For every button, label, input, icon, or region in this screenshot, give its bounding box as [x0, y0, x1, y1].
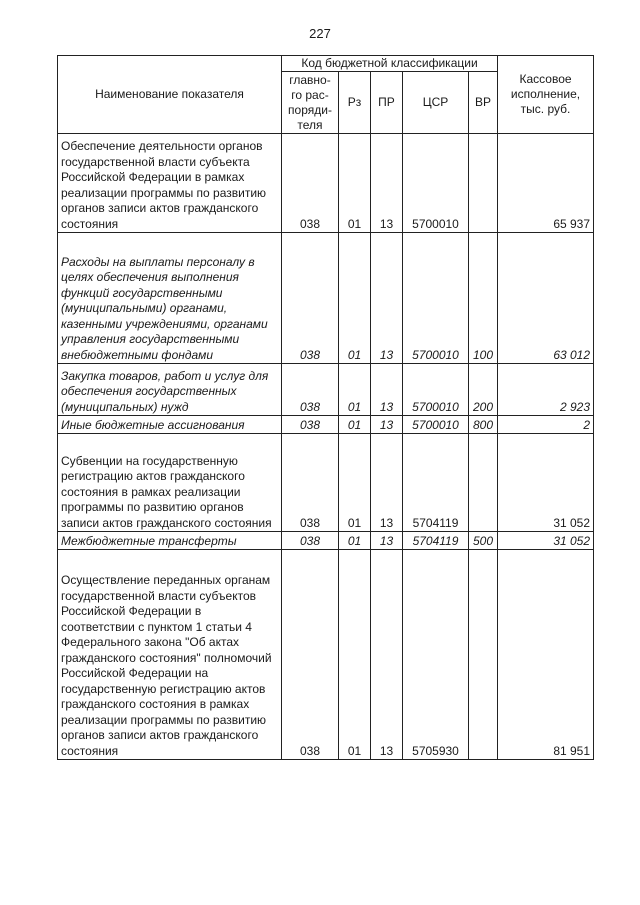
header-csr: ЦСР [403, 72, 469, 134]
row-name: Закупка товаров, работ и услуг для обеспечения государственных (муниципальных) нужд [58, 364, 282, 416]
row-amount: 2 923 [498, 364, 594, 416]
row-name: Субвенции на государственную регистрацию актов гражданского состояния в рамках реализации программы по развитию органов записи актов гражданского состояния [58, 434, 282, 532]
row-name: Обеспечение деятельности органов государственной власти субъекта Российской Федерации в рамках реализации программы по развитию органов записи актов гражданского состояния [58, 134, 282, 233]
row-vr: 500 [469, 532, 498, 550]
header-name: Наименование показателя [58, 56, 282, 134]
row-csr: 5704119 [403, 434, 469, 532]
row-gr: 038 [282, 434, 339, 532]
table-row [58, 532, 594, 550]
row-amount: 31 052 [498, 434, 594, 532]
row-amount: 31 052 [498, 532, 594, 550]
row-pr: 13 [371, 550, 403, 760]
header-pr: ПР [371, 72, 403, 134]
row-csr: 5700010 [403, 134, 469, 233]
table-row [58, 134, 594, 233]
row-rz: 01 [339, 550, 371, 760]
row-name: Осуществление переданных органам государственной власти субъектов Российской Федерации в соответствии с пунктом 1 статьи 4 Федерального закона "Об актах гражданского состояния" полномочий Российской Федерации на государственную регистрацию актов гражданского состояния в рамках реализации программы по развитию органов записи актов гражданского состояния [58, 550, 282, 760]
row-amount: 81 951 [498, 550, 594, 760]
row-vr: 800 [469, 416, 498, 434]
row-rz: 01 [339, 364, 371, 416]
header-amount: Кассовое исполнение, тыс. руб. [498, 56, 594, 134]
row-gr: 038 [282, 532, 339, 550]
row-vr: 200 [469, 364, 498, 416]
row-vr [469, 434, 498, 532]
header-main-manager: главно-го рас-поряди-теля [282, 72, 339, 134]
row-pr: 13 [371, 416, 403, 434]
row-amount: 65 937 [498, 134, 594, 233]
row-name: Расходы на выплаты персоналу в целях обеспечения выполнения функций государственными (муниципальными) органами, казенными учреждениями, органами управления государственными внебюджетными фондами [58, 233, 282, 364]
row-csr: 5705930 [403, 550, 469, 760]
table-row [58, 364, 594, 416]
row-csr: 5700010 [403, 233, 469, 364]
header-rz: Рз [339, 72, 371, 134]
row-rz: 01 [339, 532, 371, 550]
row-vr [469, 134, 498, 233]
table-row [58, 233, 594, 364]
header-vr: ВР [469, 72, 498, 134]
row-csr: 5700010 [403, 364, 469, 416]
row-amount: 63 012 [498, 233, 594, 364]
row-vr [469, 550, 498, 760]
row-gr: 038 [282, 233, 339, 364]
table-row [58, 434, 594, 532]
row-pr: 13 [371, 233, 403, 364]
row-gr: 038 [282, 134, 339, 233]
row-rz: 01 [339, 233, 371, 364]
row-csr: 5700010 [403, 416, 469, 434]
row-pr: 13 [371, 434, 403, 532]
row-csr: 5704119 [403, 532, 469, 550]
row-pr: 13 [371, 532, 403, 550]
row-pr: 13 [371, 364, 403, 416]
page-number: 227 [309, 26, 331, 41]
row-gr: 038 [282, 550, 339, 760]
row-rz: 01 [339, 416, 371, 434]
row-rz: 01 [339, 134, 371, 233]
budget-table [57, 55, 594, 760]
table-row [58, 550, 594, 760]
row-amount: 2 [498, 416, 594, 434]
row-gr: 038 [282, 416, 339, 434]
row-pr: 13 [371, 134, 403, 233]
row-vr: 100 [469, 233, 498, 364]
row-gr: 038 [282, 364, 339, 416]
row-name: Иные бюджетные ассигнования [58, 416, 282, 434]
row-rz: 01 [339, 434, 371, 532]
row-name: Межбюджетные трансферты [58, 532, 282, 550]
table-row [58, 416, 594, 434]
header-classification-group: Код бюджетной классификации [282, 56, 498, 72]
